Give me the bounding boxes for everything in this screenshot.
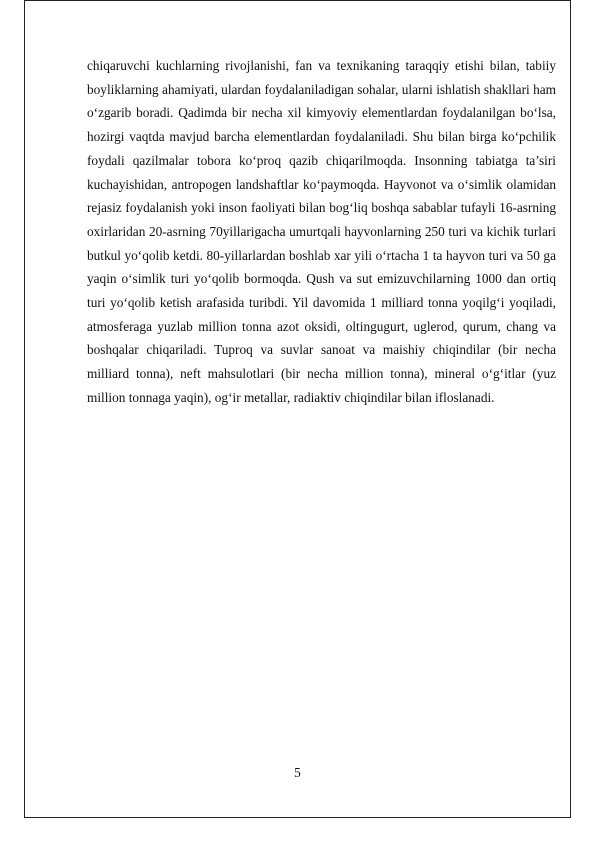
page-number: 5 (294, 765, 301, 780)
body-paragraph: chiqaruvchi kuchlarning rivojlanishi, fan va texnikaning taraqqiy etishi bilan, tabiiy boyliklarning ahamiyati, ulardan foydalaniladigan sohalar, ularni ishlatish shakllari ham o‘zgarib boradi. Qadimda bir necha xil kimyoviy elementlardan foydalanilgan bo‘lsa, hozirgi vaqtda mavjud barcha elementlardan foydalaniladi. Shu bilan birga ko‘pchilik foydali qazilmalar tobora ko‘proq qazib chiqarilmoqda. Insonning tabiatga ta’siri kuchayishidan, antropogen landshaftlar ko‘paymoqda. Hayvonot va o‘simlik olamidan rejasiz foydalanish yoki inson faoliyati bilan bog‘liq boshqa sabablar tufayli 16-asrning oxirlaridan 20-asrning 70yillarigacha umurtqali hayvonlarning 250 turi va kichik turlari butkul yo‘qolib ketdi. 80-yillarlardan boshlab xar yili o‘rtacha 1 ta hayvon turi va 50 ga yaqin o‘simlik turi yo‘qolib bormoqda. Qush va sut emizuvchilarning 1000 dan ortiq turi yo‘qolib ketish arafasida turibdi. Yil davomida 1 milliard tonna yoqilg‘i yoqiladi, atmosferaga yuzlab million tonna azot oksidi, oltingugurt, uglerod, qurum, chang va boshqalar chiqariladi. Tuproq va suvlar sanoat va maishiy chiqindilar (bir necha milliard tonna), neft mahsulotlari (bir necha million tonna), mineral o‘g‘itlar (yuz million tonnaga yaqin), og‘ir metallar, radiaktiv chiqindilar bilan ifloslanadi. (87, 58, 556, 405)
